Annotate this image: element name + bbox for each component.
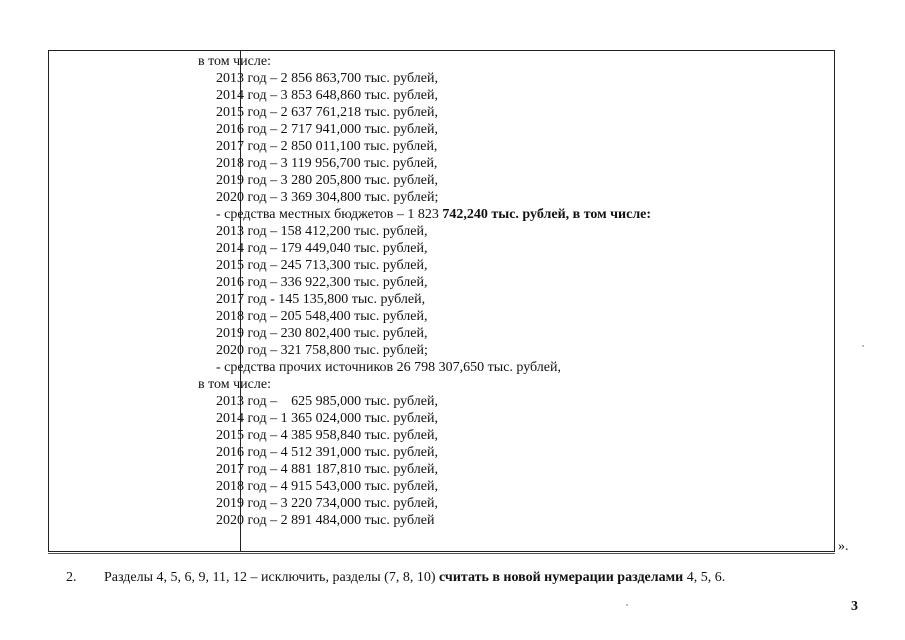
year-amount-line: 2016 год – 336 922,300 тыс. рублей, (216, 275, 428, 290)
year-amount-line: 2014 год – 179 449,040 тыс. рублей, (216, 241, 428, 256)
year-amount-line: 2016 год – 2 717 941,000 тыс. рублей, (216, 122, 438, 137)
year-amount-line: 2017 год – 2 850 011,100 тыс. рублей, (216, 139, 438, 154)
year-amount-line: 2020 год – 3 369 304,800 тыс. рублей; (216, 190, 439, 205)
page-number: 3 (851, 599, 858, 614)
year-amount-line: 2016 год – 4 512 391,000 тыс. рублей, (216, 445, 438, 460)
item-text-a: Разделы 4, 5, 6, 9, 11, 12 – исключить, разделы (7, 8, 10) (104, 570, 439, 585)
year-amount-line: 2015 год – 2 637 761,218 тыс. рублей, (216, 105, 438, 120)
table-bottom-rule (48, 553, 835, 554)
year-amount-line: 2017 год – 4 881 187,810 тыс. рублей, (216, 462, 438, 477)
year-amount-line: 2019 год – 230 802,400 тыс. рублей, (216, 326, 428, 341)
year-amount-line: 2013 год – 2 856 863,700 тыс. рублей, (216, 71, 438, 86)
year-amount-line: 2018 год – 4 915 543,000 тыс. рублей, (216, 479, 438, 494)
year-amount-line: 2014 год – 3 853 648,860 тыс. рублей, (216, 88, 438, 103)
other-years-list (198, 393, 828, 529)
year-amount-line: 2014 год – 1 365 024,000 тыс. рублей, (216, 411, 438, 426)
budget-table (48, 50, 835, 552)
local-budget-header: - средства местных бюджетов – 1 823 742,240 тыс. рублей, в том числе: (216, 207, 652, 222)
year-amount-line: 2019 год – 3 280 205,800 тыс. рублей, (216, 173, 438, 188)
year-amount-line: 2015 год – 4 385 958,840 тыс. рублей, (216, 428, 438, 443)
year-amount-line: 2015 год – 245 713,300 тыс. рублей, (216, 258, 428, 273)
local-years-list (198, 223, 828, 359)
scan-speck (626, 604, 628, 606)
regional-years-list (198, 70, 828, 206)
scan-speck (862, 345, 864, 347)
amendment-item-2 (66, 570, 725, 586)
year-amount-line: 2018 год – 205 548,400 тыс. рублей, (216, 309, 428, 324)
year-amount-line: 2013 год – 158 412,200 тыс. рублей, (216, 224, 428, 239)
year-amount-line: 2018 год – 3 119 956,700 тыс. рублей, (216, 156, 438, 171)
year-amount-line: 2020 год – 2 891 484,000 тыс. рублей (216, 513, 435, 528)
funding-cell (198, 53, 828, 529)
closing-quote: ». (838, 539, 849, 554)
year-amount-line: 2019 год – 3 220 734,000 тыс. рублей, (216, 496, 438, 511)
year-amount-line: 2020 год – 321 758,800 тыс. рублей; (216, 343, 428, 358)
other-sources-header: - средства прочих источников 26 798 307,650 тыс. рублей, (216, 360, 562, 375)
year-amount-line: 2017 год - 145 135,800 тыс. рублей, (216, 292, 426, 307)
year-amount-line: 2013 год – 625 985,000 тыс. рублей, (216, 394, 438, 409)
item-text-b: считать в новой нумерации разделами (439, 570, 684, 585)
in-total-label: в том числе: (198, 377, 271, 392)
in-total-label: в том числе: (198, 54, 271, 69)
item-number: 2. (66, 570, 77, 585)
item-text-c: 4, 5, 6. (683, 570, 726, 585)
